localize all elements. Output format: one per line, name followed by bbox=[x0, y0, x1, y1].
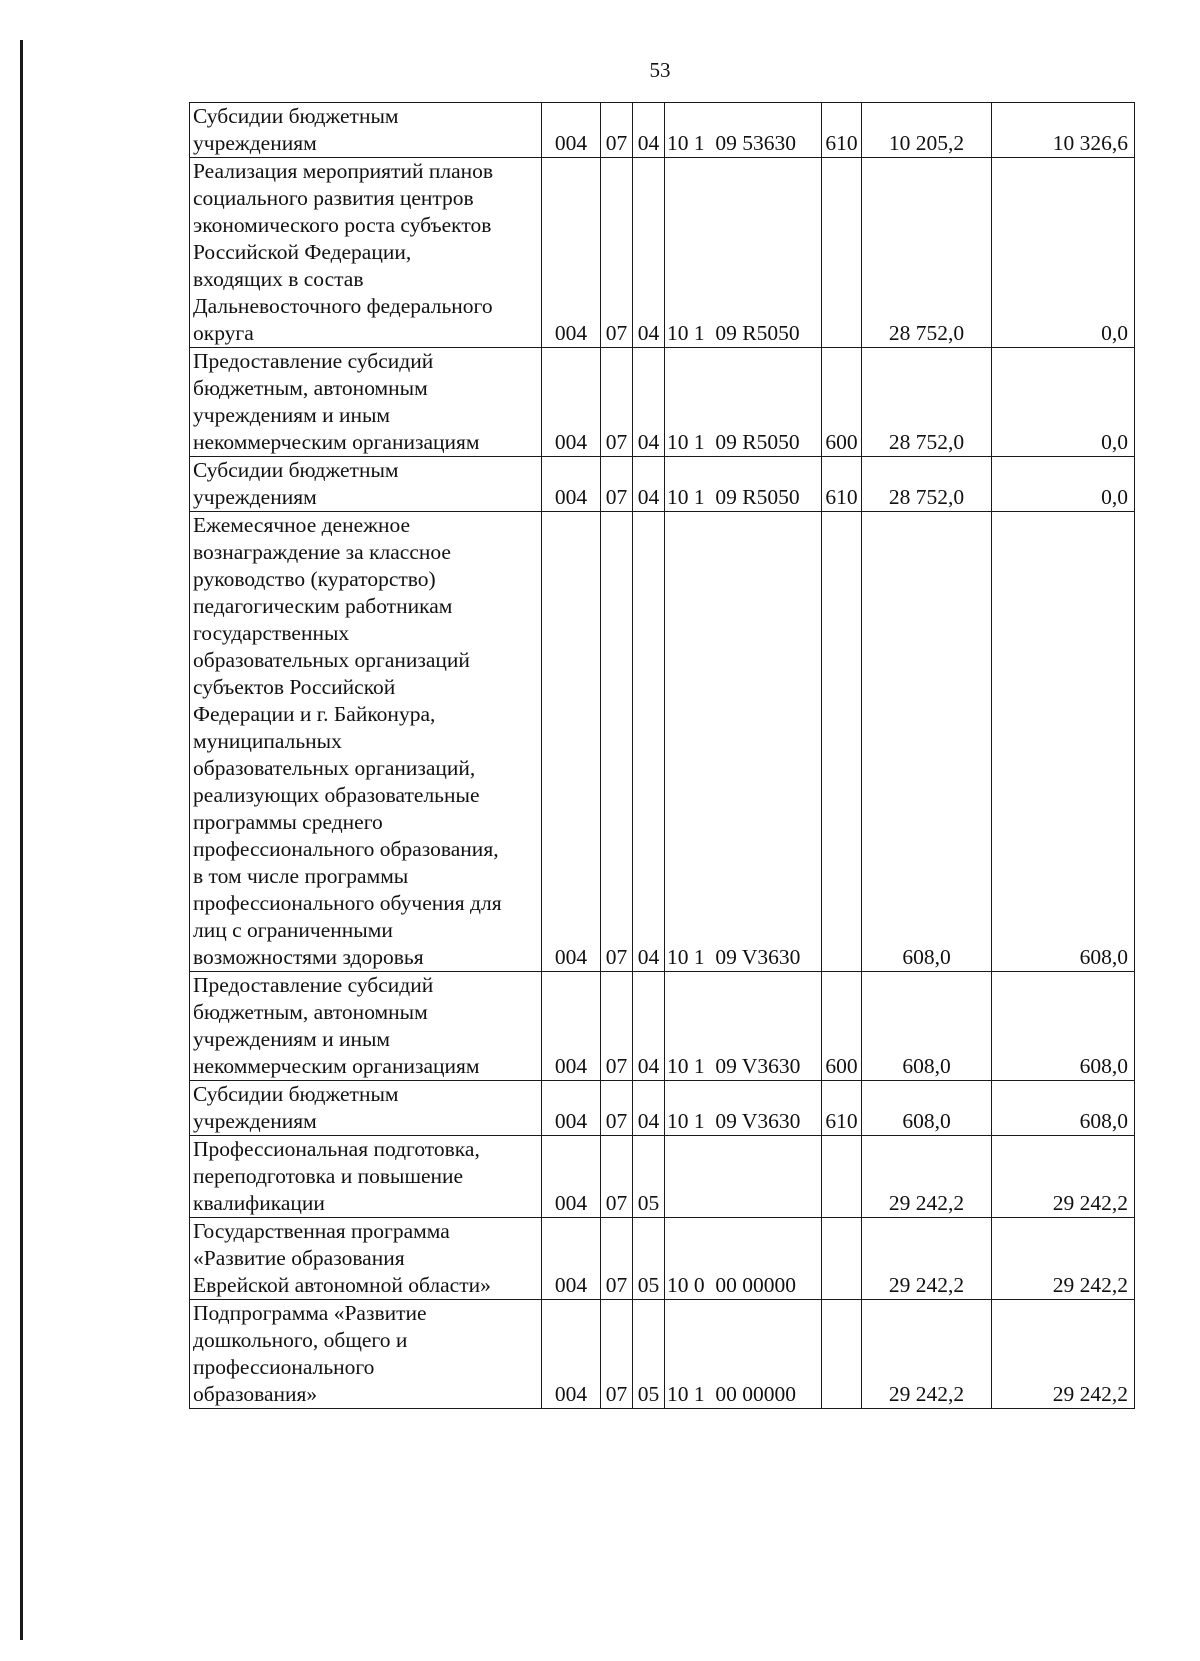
department-code: 004 bbox=[542, 1136, 601, 1218]
amount-year2: 29 242,2 bbox=[992, 1136, 1135, 1218]
amount-year2: 0,0 bbox=[992, 158, 1135, 348]
expense-type-code: 610 bbox=[822, 1081, 862, 1136]
subsection-code: 05 bbox=[633, 1218, 665, 1300]
amount-year2: 0,0 bbox=[992, 348, 1135, 457]
table-row bbox=[190, 1218, 1135, 1300]
table-row bbox=[190, 512, 1135, 972]
amount-year2: 29 242,2 bbox=[992, 1300, 1135, 1409]
subsection-code: 05 bbox=[633, 1300, 665, 1409]
department-code: 004 bbox=[542, 972, 601, 1081]
expense-type-code bbox=[822, 1136, 862, 1218]
expense-type-code bbox=[822, 1218, 862, 1300]
expense-type-code: 600 bbox=[822, 972, 862, 1081]
expense-type-code: 610 bbox=[822, 103, 862, 158]
expense-type-code bbox=[822, 1300, 862, 1409]
table-row bbox=[190, 1300, 1135, 1409]
amount-year1: 10 205,2 bbox=[862, 103, 992, 158]
section-code: 07 bbox=[601, 512, 633, 972]
row-name: Реализация мероприятий планов социального развития центров экономического роста субъектов Российской Федерации, входящих в состав Дальневосточного федерального округа bbox=[190, 158, 542, 348]
row-name: Субсидии бюджетным учреждениям bbox=[190, 1081, 542, 1136]
section-code: 07 bbox=[601, 348, 633, 457]
amount-year1: 29 242,2 bbox=[862, 1136, 992, 1218]
row-name: Субсидии бюджетным учреждениям bbox=[190, 457, 542, 512]
budget-table-body bbox=[190, 103, 1135, 1409]
row-name: Ежемесячное денежное вознаграждение за классное руководство (кураторство) педагогическим работникам государственных образовательных организаций субъектов Российской Федерации и г. Байконура, муниципальных образовательных организаций, реализующих образовательные программы среднего профессионального образования, в том числе программы профессионального обучения для лиц с ограниченными возможностями здоровья bbox=[190, 512, 542, 972]
section-code: 07 bbox=[601, 972, 633, 1081]
department-code: 004 bbox=[542, 512, 601, 972]
table-row bbox=[190, 1136, 1135, 1218]
subsection-code: 04 bbox=[633, 1081, 665, 1136]
subsection-code: 05 bbox=[633, 1136, 665, 1218]
row-name: Предоставление субсидий бюджетным, автономным учреждениям и иным некоммерческим организациям bbox=[190, 972, 542, 1081]
department-code: 004 bbox=[542, 158, 601, 348]
table-row bbox=[190, 972, 1135, 1081]
row-name: Государственная программа «Развитие образования Еврейской автономной области» bbox=[190, 1218, 542, 1300]
subsection-code: 04 bbox=[633, 457, 665, 512]
amount-year2: 10 326,6 bbox=[992, 103, 1135, 158]
row-name: Профессиональная подготовка, переподготовка и повышение квалификации bbox=[190, 1136, 542, 1218]
row-name: Подпрограмма «Развитие дошкольного, общего и профессионального образования» bbox=[190, 1300, 542, 1409]
table-row bbox=[190, 103, 1135, 158]
department-code: 004 bbox=[542, 1218, 601, 1300]
amount-year2: 608,0 bbox=[992, 972, 1135, 1081]
target-article-code: 10 1 09 V3630 bbox=[665, 512, 822, 972]
subsection-code: 04 bbox=[633, 103, 665, 158]
budget-table bbox=[189, 102, 1135, 1409]
amount-year2: 0,0 bbox=[992, 457, 1135, 512]
amount-year2: 608,0 bbox=[992, 1081, 1135, 1136]
amount-year1: 608,0 bbox=[862, 972, 992, 1081]
section-code: 07 bbox=[601, 158, 633, 348]
amount-year1: 28 752,0 bbox=[862, 348, 992, 457]
amount-year1: 608,0 bbox=[862, 1081, 992, 1136]
department-code: 004 bbox=[542, 1300, 601, 1409]
subsection-code: 04 bbox=[633, 348, 665, 457]
section-code: 07 bbox=[601, 1218, 633, 1300]
table-row bbox=[190, 1081, 1135, 1136]
amount-year1: 28 752,0 bbox=[862, 158, 992, 348]
amount-year1: 29 242,2 bbox=[862, 1218, 992, 1300]
target-article-code: 10 0 00 00000 bbox=[665, 1218, 822, 1300]
amount-year2: 608,0 bbox=[992, 512, 1135, 972]
department-code: 004 bbox=[542, 348, 601, 457]
section-code: 07 bbox=[601, 457, 633, 512]
row-name: Субсидии бюджетным учреждениям bbox=[190, 103, 542, 158]
amount-year1: 29 242,2 bbox=[862, 1300, 992, 1409]
department-code: 004 bbox=[542, 457, 601, 512]
section-code: 07 bbox=[601, 1136, 633, 1218]
department-code: 004 bbox=[542, 1081, 601, 1136]
expense-type-code bbox=[822, 158, 862, 348]
department-code: 004 bbox=[542, 103, 601, 158]
table-row bbox=[190, 158, 1135, 348]
row-name: Предоставление субсидий бюджетным, автономным учреждениям и иным некоммерческим организациям bbox=[190, 348, 542, 457]
expense-type-code bbox=[822, 512, 862, 972]
expense-type-code: 610 bbox=[822, 457, 862, 512]
section-code: 07 bbox=[601, 1081, 633, 1136]
amount-year2: 29 242,2 bbox=[992, 1218, 1135, 1300]
target-article-code: 10 1 09 R5050 bbox=[665, 348, 822, 457]
subsection-code: 04 bbox=[633, 972, 665, 1081]
page-number: 53 bbox=[649, 58, 671, 82]
table-row bbox=[190, 348, 1135, 457]
scan-edge-line bbox=[20, 40, 23, 1640]
target-article-code: 10 1 09 V3630 bbox=[665, 972, 822, 1081]
subsection-code: 04 bbox=[633, 158, 665, 348]
target-article-code: 10 1 09 R5050 bbox=[665, 158, 822, 348]
table-row bbox=[190, 457, 1135, 512]
target-article-code: 10 1 09 V3630 bbox=[665, 1081, 822, 1136]
expense-type-code: 600 bbox=[822, 348, 862, 457]
section-code: 07 bbox=[601, 103, 633, 158]
target-article-code: 10 1 00 00000 bbox=[665, 1300, 822, 1409]
section-code: 07 bbox=[601, 1300, 633, 1409]
target-article-code: 10 1 09 53630 bbox=[665, 103, 822, 158]
target-article-code bbox=[665, 1136, 822, 1218]
amount-year1: 28 752,0 bbox=[862, 457, 992, 512]
subsection-code: 04 bbox=[633, 512, 665, 972]
target-article-code: 10 1 09 R5050 bbox=[665, 457, 822, 512]
amount-year1: 608,0 bbox=[862, 512, 992, 972]
